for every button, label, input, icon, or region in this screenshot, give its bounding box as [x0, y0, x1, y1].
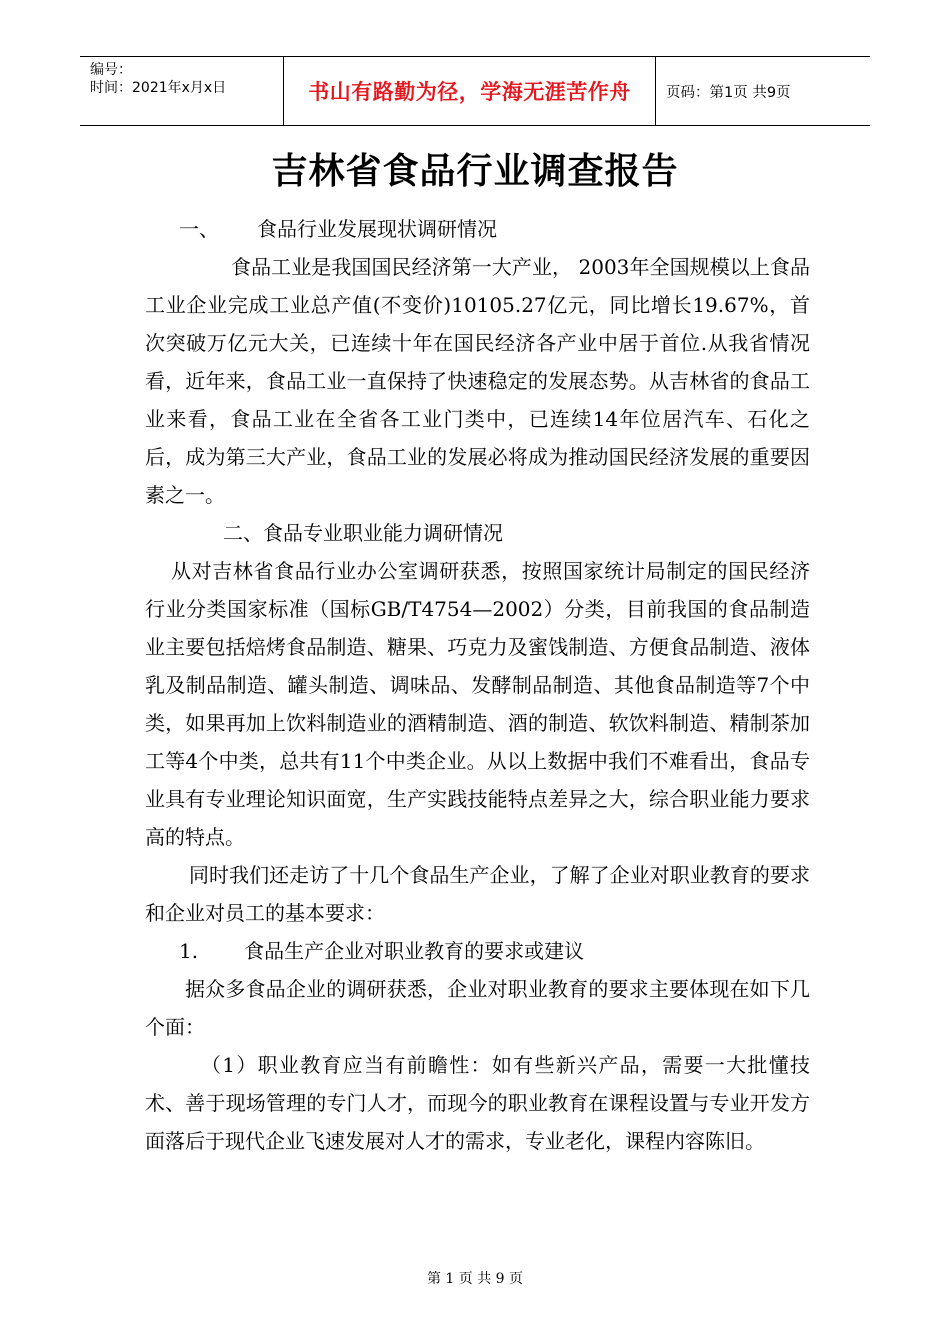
section-number: 一、 [179, 217, 219, 241]
document-title: 吉林省食品行业调查报告 [271, 151, 679, 192]
section-heading-2: 二、食品专业职业能力调研情况 [223, 521, 503, 545]
subsection-heading-1 [145, 932, 810, 970]
subsection-number: 1. [179, 939, 199, 963]
document-header [80, 56, 870, 126]
document-body [145, 210, 810, 1160]
paragraph: 据众多食品企业的调研获悉，企业对职业教育的要求主要体现在如下几个面： [145, 977, 810, 1039]
paragraph: 从对吉林省食品行业办公室调研获悉，按照国家统计局制定的国民经济行业分类国家标准（国标GB/T4754—2002）分类，目前我国的食品制造业主要包括焙烤食品制造、糖果、巧克力及蜜饯制造、方便食品制造、液体乳及制品制造、罐头制造、调味品、发酵制品制造、其他食品制造等7个中类，如果再加上饮料制造业的酒精制造、酒的制造、软饮料制造、精制茶加工等4个中类，总共有11个中类企业。从以上数据中我们不难看出，食品专业具有专业理论知识面宽，生产实践技能特点差异之大，综合职业能力要求高的特点。 [145, 559, 810, 849]
header-page-info: 页码：第1页 共9页 [666, 84, 791, 101]
header-page-cell [656, 57, 870, 125]
paragraph: 食品工业是我国国民经济第一大产业， 2003年全国规模以上食品工业企业完成工业总产值(不变价)10105.27亿元，同比增长19.67%，首次突破万亿元大关，已连续十年在国民经济各产业中居于首位.从我省情况看，近年来，食品工业一直保持了快速稳定的发展态势。从吉林省的食品工业来看，食品工业在全省各工业门类中，已连续14年位居汽车、石化之后，成为第三大产业，食品工业的发展必将成为推动国民经济发展的重要因素之一。 [145, 255, 810, 507]
document-number-label: 编号： [90, 62, 132, 78]
page-footer: 第 1 页 共 9 页 [426, 1271, 524, 1287]
header-motto-cell [283, 57, 656, 125]
header-meta-cell [80, 57, 283, 125]
header-motto: 书山有路勤为径，学海无涯苦作舟 [308, 80, 631, 104]
paragraph: （1）职业教育应当有前瞻性：如有些新兴产品，需要一大批懂技术、善于现场管理的专门人才，而现今的职业教育在课程设置与专业开发方面落后于现代企业飞速发展对人才的需求，专业老化，课程内容陈旧。 [145, 1053, 810, 1153]
section-heading-1 [145, 210, 810, 248]
subsection-title: 食品生产企业对职业教育的要求或建议 [244, 939, 585, 963]
document-date-label: 时间：2021年x月x日 [90, 80, 227, 96]
section-title: 食品行业发展现状调研情况 [257, 217, 497, 241]
paragraph: 同时我们还走访了十几个食品生产企业，了解了企业对职业教育的要求和企业对员工的基本要求： [145, 863, 810, 925]
